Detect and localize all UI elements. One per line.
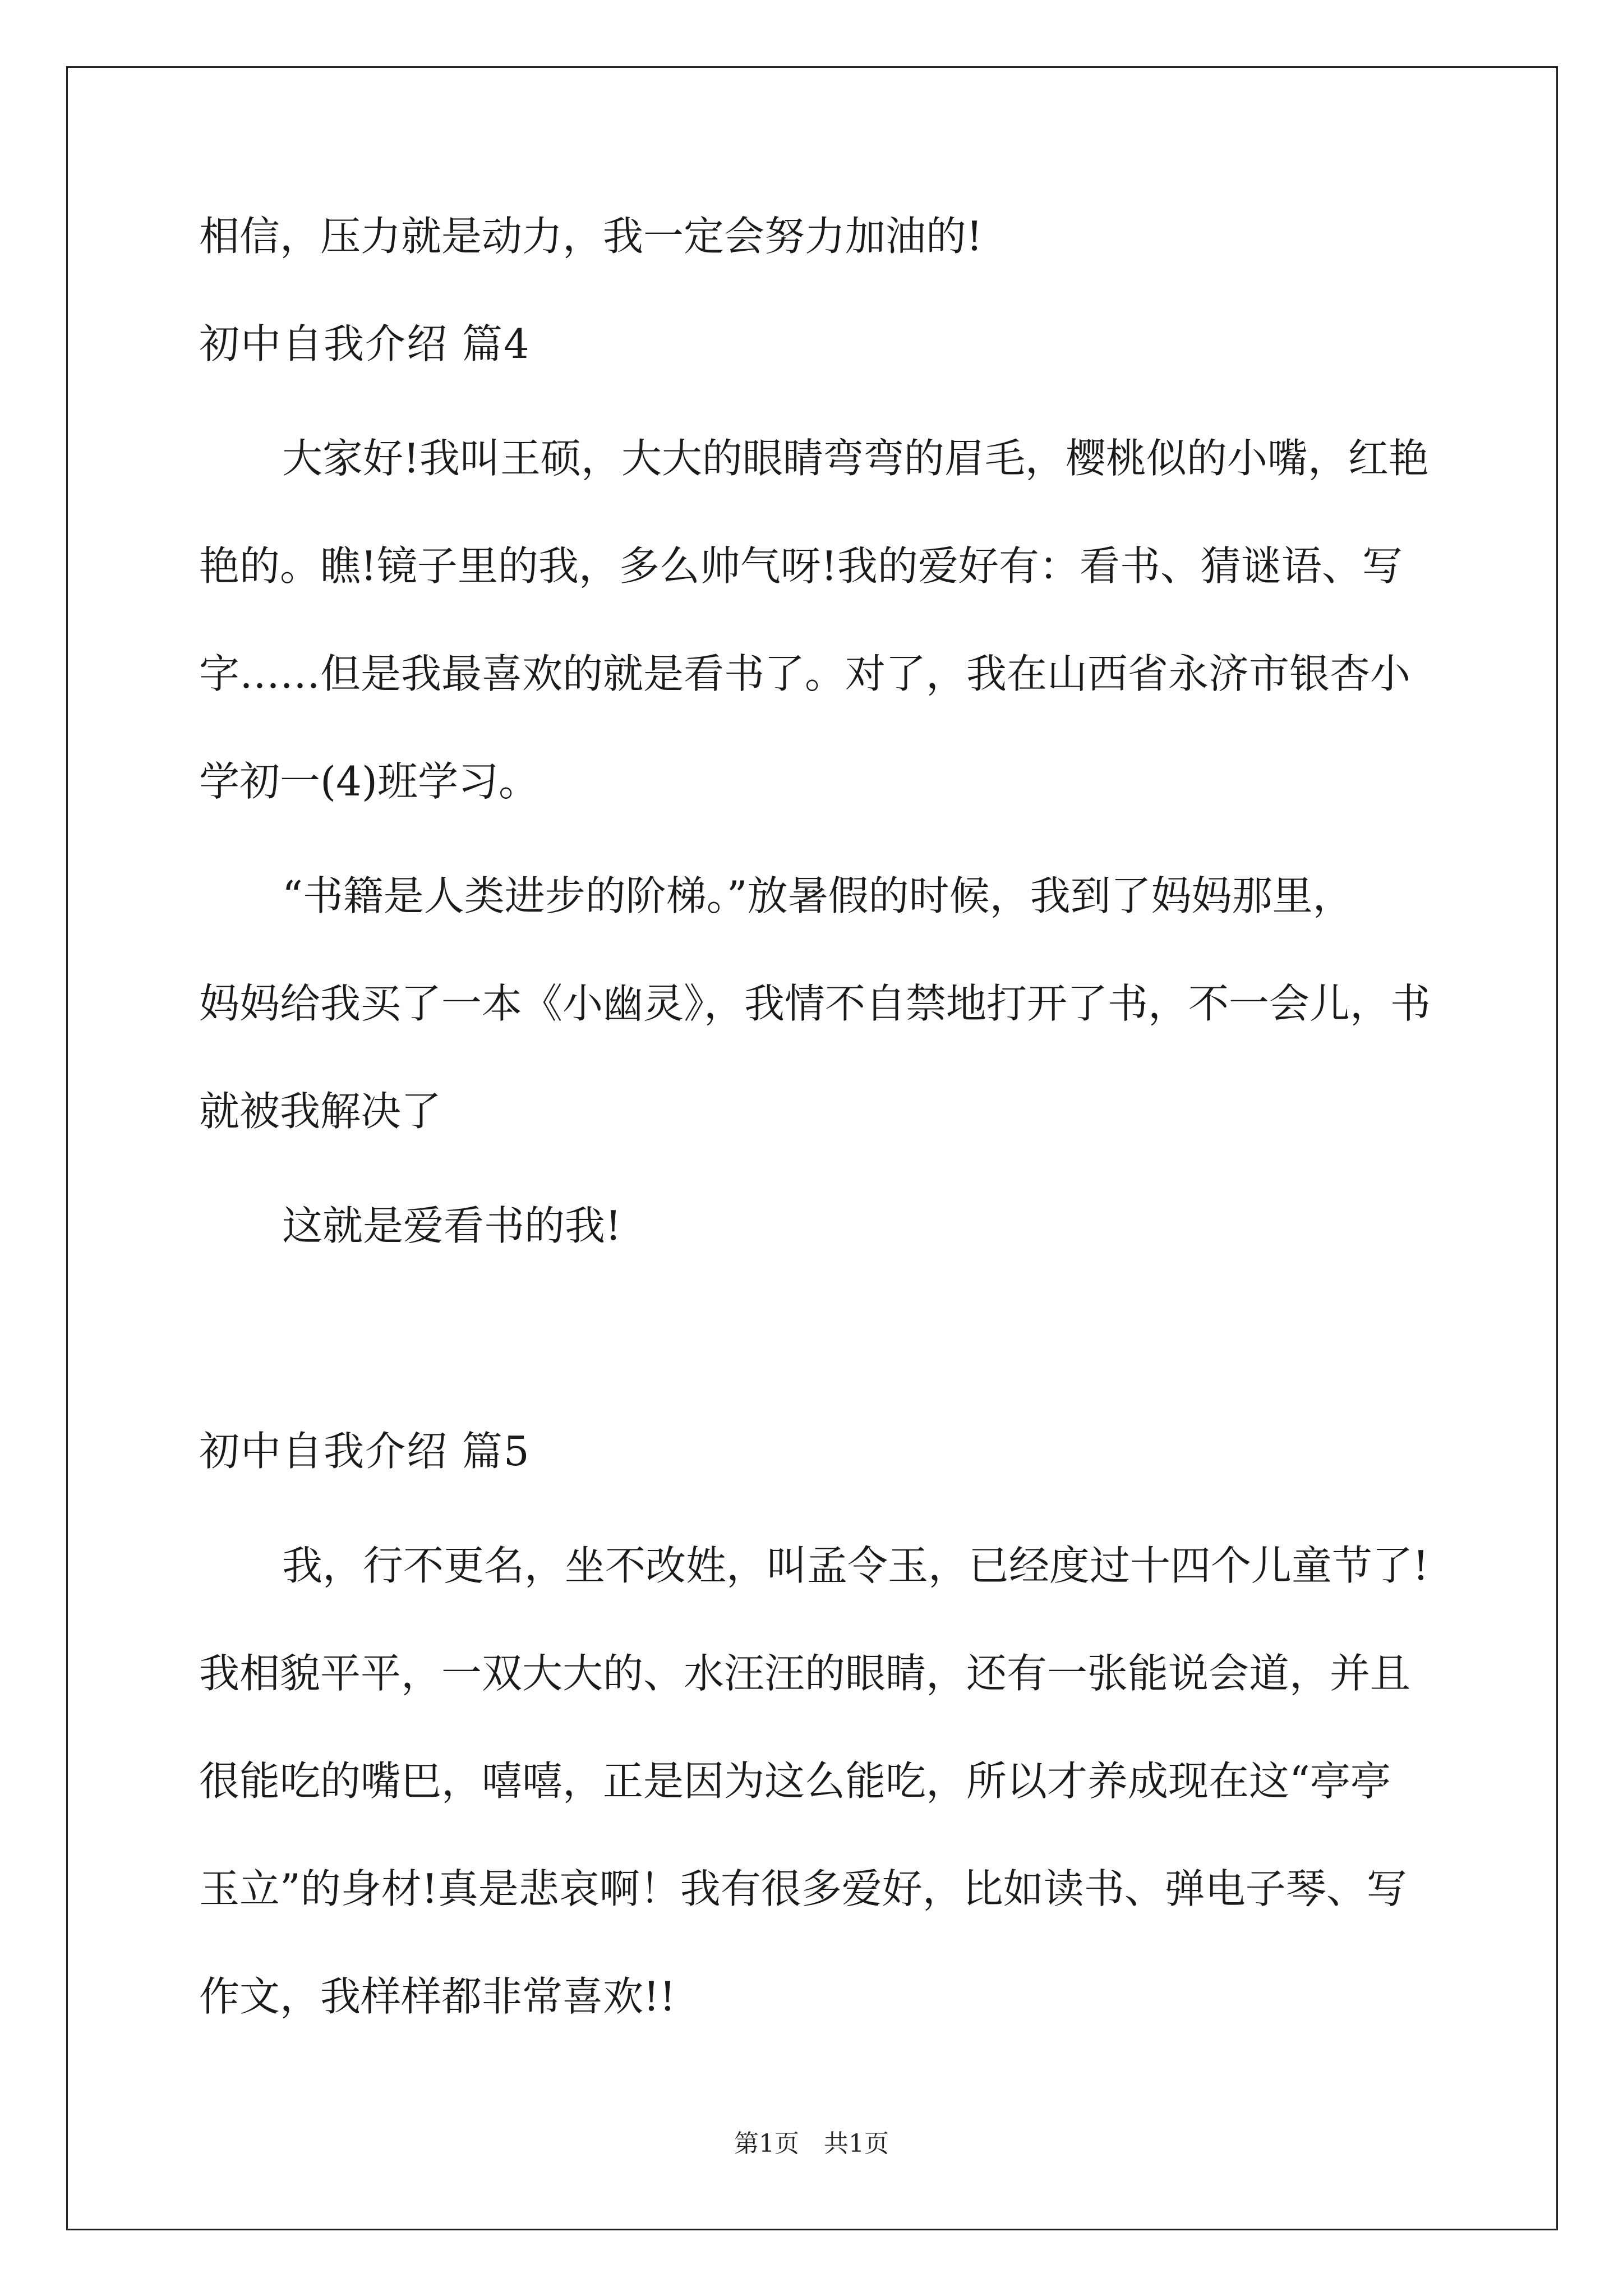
text-line: 很能吃的嘴巴，嘻嘻，正是因为这么能吃，所以才养成现在这“亭亭 (199, 1757, 1391, 1805)
document-body (199, 213, 1433, 2020)
text-line: 字……但是我最喜欢的就是看书了。对了，我在山西省永济市银杏小 (199, 650, 1411, 697)
paragraph-intro-end (199, 213, 1433, 260)
section-heading-4 (199, 320, 1433, 367)
heading-text: 初中自我介绍 篇4 (199, 320, 531, 367)
heading-text: 初中自我介绍 篇5 (199, 1428, 531, 1475)
paragraph-meng-lingyu-intro (199, 1542, 1433, 2020)
text-line: 学初一(4)班学习。 (199, 758, 539, 805)
paragraph-conclusion (199, 1202, 1433, 1249)
text-line: 玉立”的身材!真是悲哀啊！我有很多爱好，比如读书、弹电子琴、写 (199, 1865, 1407, 1912)
section-heading-5 (199, 1428, 1433, 1475)
text-line: 我相貌平平，一双大大的、水汪汪的眼睛，还有一张能说会道，并且 (199, 1650, 1411, 1697)
text-line: 妈妈给我买了一本《小幽灵》，我情不自禁地打开了书，不一会儿，书 (199, 980, 1431, 1027)
text-line: 这就是爱看书的我! (282, 1202, 621, 1249)
paragraph-reading (199, 872, 1433, 1135)
text-line: 就被我解决了 (199, 1088, 442, 1135)
text-line: “书籍是人类进步的阶梯。”放暑假的时候，我到了妈妈那里， (282, 872, 1353, 919)
text-line: 我，行不更名，坐不改姓，叫孟令玉，已经度过十四个儿童节了! (282, 1542, 1429, 1589)
page-footer: 第1页 共1页 (734, 2129, 889, 2158)
text-line: 艳的。瞧!镜子里的我，多么帅气呀!我的爱好有：看书、猜谜语、写 (199, 542, 1403, 590)
text-line: 相信，压力就是动力，我一定会努力加油的! (199, 213, 983, 260)
text-line: 大家好!我叫王硕，大大的眼睛弯弯的眉毛，樱桃似的小嘴，红艳 (282, 435, 1429, 482)
paragraph-wang-shuo-intro (199, 435, 1433, 805)
text-line: 作文，我样样都非常喜欢!! (199, 1973, 676, 2020)
